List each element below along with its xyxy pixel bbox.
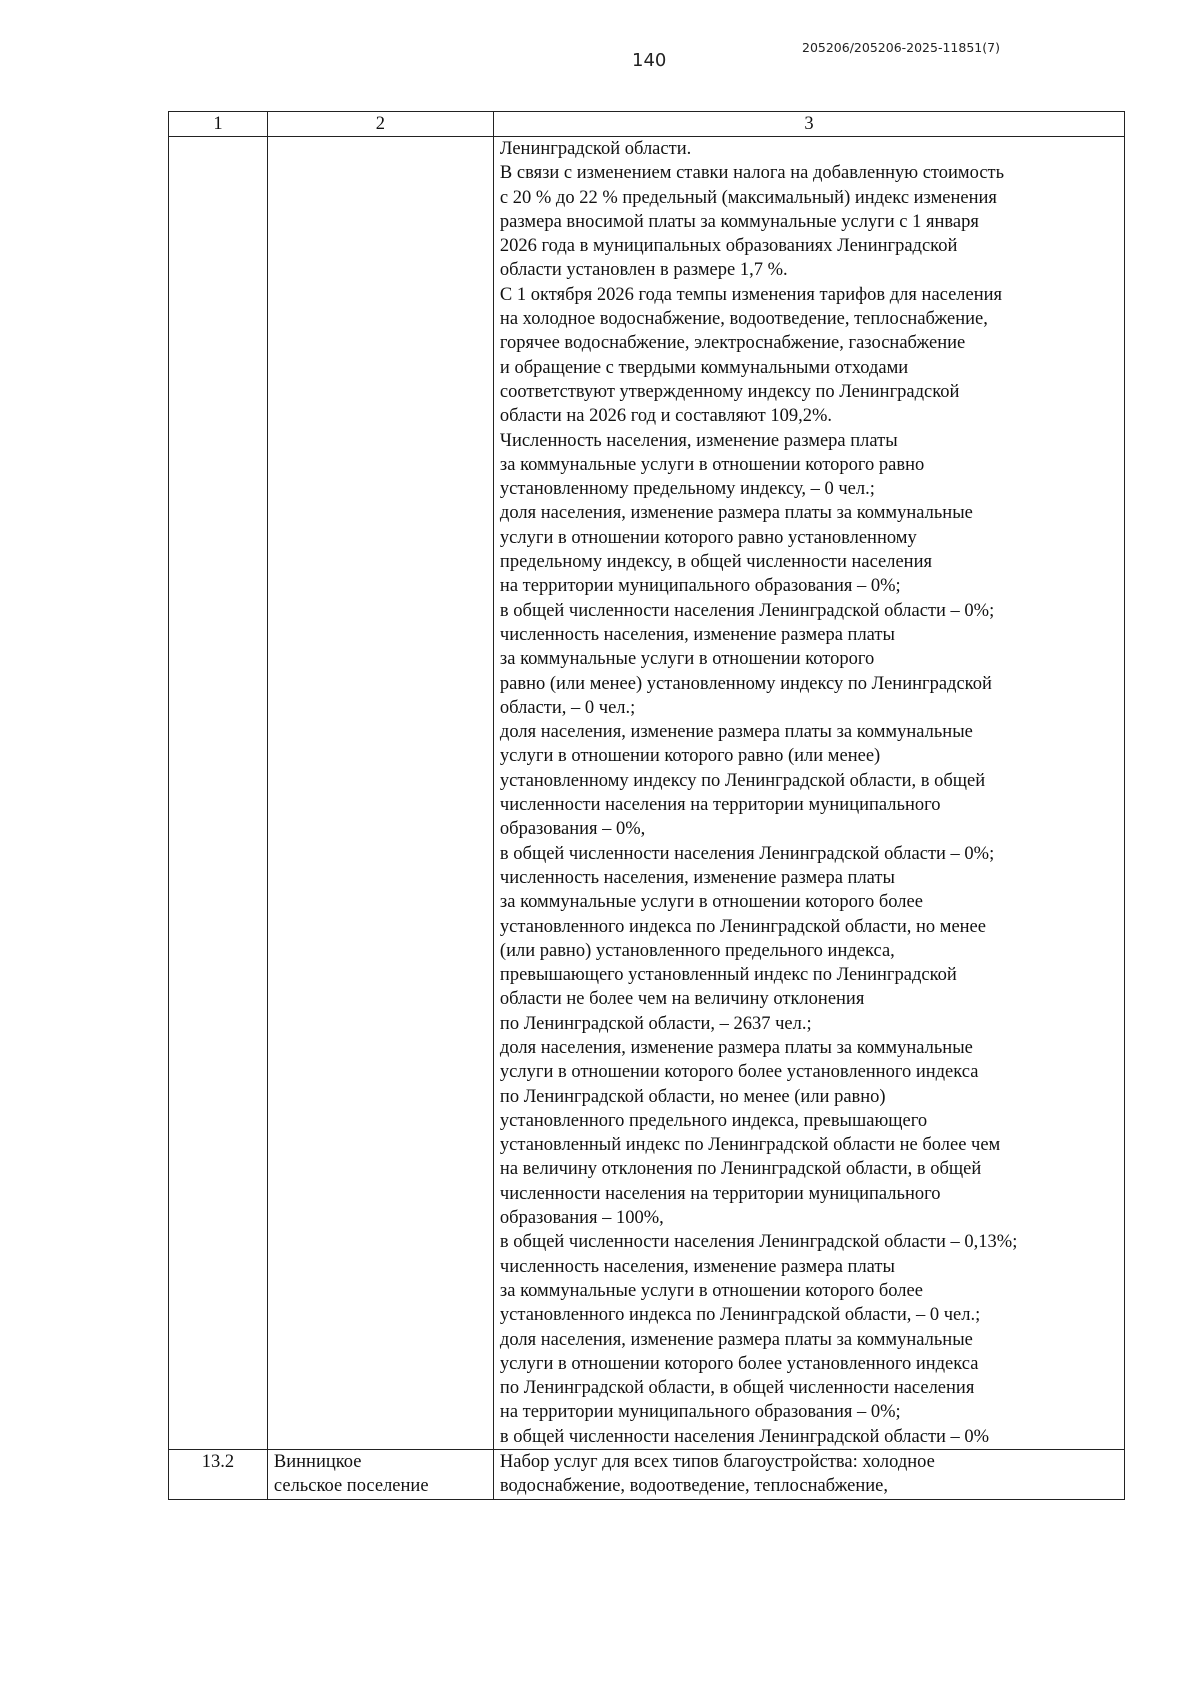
text-line: доля населения, изменение размера платы за коммунальные xyxy=(499,722,973,743)
text-line: и обращение с твердыми коммунальными отходами xyxy=(499,357,909,378)
column-header-2: 2 xyxy=(267,112,493,137)
description-cell xyxy=(493,1450,1124,1500)
text-line: Численность населения, изменение размера платы xyxy=(499,430,898,451)
text-line: установленного индекса по Ленинградской области, – 0 чел.; xyxy=(499,1305,981,1326)
text-line: образования – 100%, xyxy=(499,1208,664,1229)
text-line: размера вносимой платы за коммунальные услуги с 1 января xyxy=(499,211,979,232)
text-line: численность населения, изменение размера платы xyxy=(499,867,895,888)
table-row xyxy=(169,137,1125,1450)
text-line: в общей численности населения Ленинградской области – 0%; xyxy=(499,600,995,621)
text-line: соответствуют утвержденному индексу по Ленинградской xyxy=(499,381,960,402)
text-line: численность населения, изменение размера платы xyxy=(499,624,895,645)
text-line: предельному индексу, в общей численности населения xyxy=(499,552,932,573)
text-line: доля населения, изменение размера платы за коммунальные xyxy=(499,1037,973,1058)
text-line: установленному предельному индексу, – 0 чел.; xyxy=(499,479,875,500)
text-line: в общей численности населения Ленинградской области – 0,13%; xyxy=(499,1232,1018,1253)
text-line: услуги в отношении которого более установленного индекса xyxy=(499,1062,979,1083)
text-line: образования – 0%, xyxy=(499,819,646,840)
text-line: 2026 года в муниципальных образованиях Ленинградской xyxy=(499,236,958,257)
text-line: по Ленинградской области, – 2637 чел.; xyxy=(499,1013,812,1034)
text-line: с 20 % до 22 % предельный (максимальный) индекс изменения xyxy=(499,187,997,208)
text-line: доля населения, изменение размера платы за коммунальные xyxy=(499,1329,973,1350)
document-id: 205206/205206-2025-11851(7) xyxy=(802,40,1000,55)
table-header-row xyxy=(169,112,1125,137)
text-line: (или равно) установленного предельного индекса, xyxy=(499,940,895,961)
text-line: услуги в отношении которого равно (или менее) xyxy=(499,746,881,767)
text-line: равно (или менее) установленному индексу по Ленинградской xyxy=(499,673,992,694)
text-line: В связи с изменением ставки налога на добавленную стоимость xyxy=(499,163,1005,184)
text-line: горячее водоснабжение, электроснабжение, газоснабжение xyxy=(499,333,966,354)
text-line: установленного предельного индекса, превышающего xyxy=(499,1110,928,1131)
text-line: в общей численности населения Ленинградской области – 0%; xyxy=(499,843,995,864)
text-line: численности населения на территории муниципального xyxy=(499,1183,941,1204)
text-line: водоснабжение, водоотведение, теплоснабжение, xyxy=(499,1476,889,1497)
text-line: за коммунальные услуги в отношении которого xyxy=(499,649,875,670)
table-row xyxy=(169,1450,1125,1500)
text-line: установленному индексу по Ленинградской области, в общей xyxy=(499,770,986,791)
text-line: численности населения на территории муниципального xyxy=(499,795,941,816)
text-line: за коммунальные услуги в отношении которого равно xyxy=(499,454,925,475)
text-line: услуги в отношении которого равно установленному xyxy=(499,527,917,548)
text-line: Набор услуг для всех типов благоустройства: холодное xyxy=(499,1452,935,1473)
page-number: 140 xyxy=(632,50,667,71)
text-line: численность населения, изменение размера платы xyxy=(499,1256,895,1277)
text-line: на величину отклонения по Ленинградской области, в общей xyxy=(499,1159,982,1180)
text-line: области не более чем на величину отклонения xyxy=(499,989,865,1010)
main-table xyxy=(168,111,1125,1500)
text-line: Винницкое xyxy=(273,1452,362,1473)
text-line: области, – 0 чел.; xyxy=(499,697,636,718)
text-line: на территории муниципального образования – 0%; xyxy=(499,1402,901,1423)
text-line: области установлен в размере 1,7 %. xyxy=(499,260,788,281)
text-line: области на 2026 год и составляют 109,2%. xyxy=(499,406,832,427)
description-cell xyxy=(493,137,1124,1450)
text-line: Ленинградской области. xyxy=(499,139,692,159)
text-line: за коммунальные услуги в отношении которого более xyxy=(499,892,923,913)
text-line: услуги в отношении которого более установленного индекса xyxy=(499,1353,979,1374)
text-line: доля населения, изменение размера платы за коммунальные xyxy=(499,503,973,524)
text-line: превышающего установленный индекс по Ленинградской xyxy=(499,965,957,986)
text-line: в общей численности населения Ленинградской области – 0% xyxy=(499,1426,990,1447)
text-line: установленный индекс по Ленинградской области не более чем xyxy=(499,1135,1001,1156)
row-number-cell: 13.2 xyxy=(169,1450,268,1500)
settlement-name-cell xyxy=(267,137,493,1450)
settlement-name-cell xyxy=(267,1450,493,1500)
row-number-cell xyxy=(169,137,268,1450)
text-line: С 1 октября 2026 года темпы изменения тарифов для населения xyxy=(499,284,1003,305)
text-line: установленного индекса по Ленинградской области, но менее xyxy=(499,916,986,937)
text-line: сельское поселение xyxy=(273,1476,429,1497)
text-line: за коммунальные услуги в отношении которого более xyxy=(499,1280,923,1301)
text-line: на территории муниципального образования – 0%; xyxy=(499,576,901,597)
column-header-3: 3 xyxy=(493,112,1124,137)
column-header-1: 1 xyxy=(169,112,268,137)
text-line: по Ленинградской области, в общей численности населения xyxy=(499,1378,975,1399)
text-line: на холодное водоснабжение, водоотведение, теплоснабжение, xyxy=(499,309,988,330)
text-line: по Ленинградской области, но менее (или равно) xyxy=(499,1086,886,1107)
